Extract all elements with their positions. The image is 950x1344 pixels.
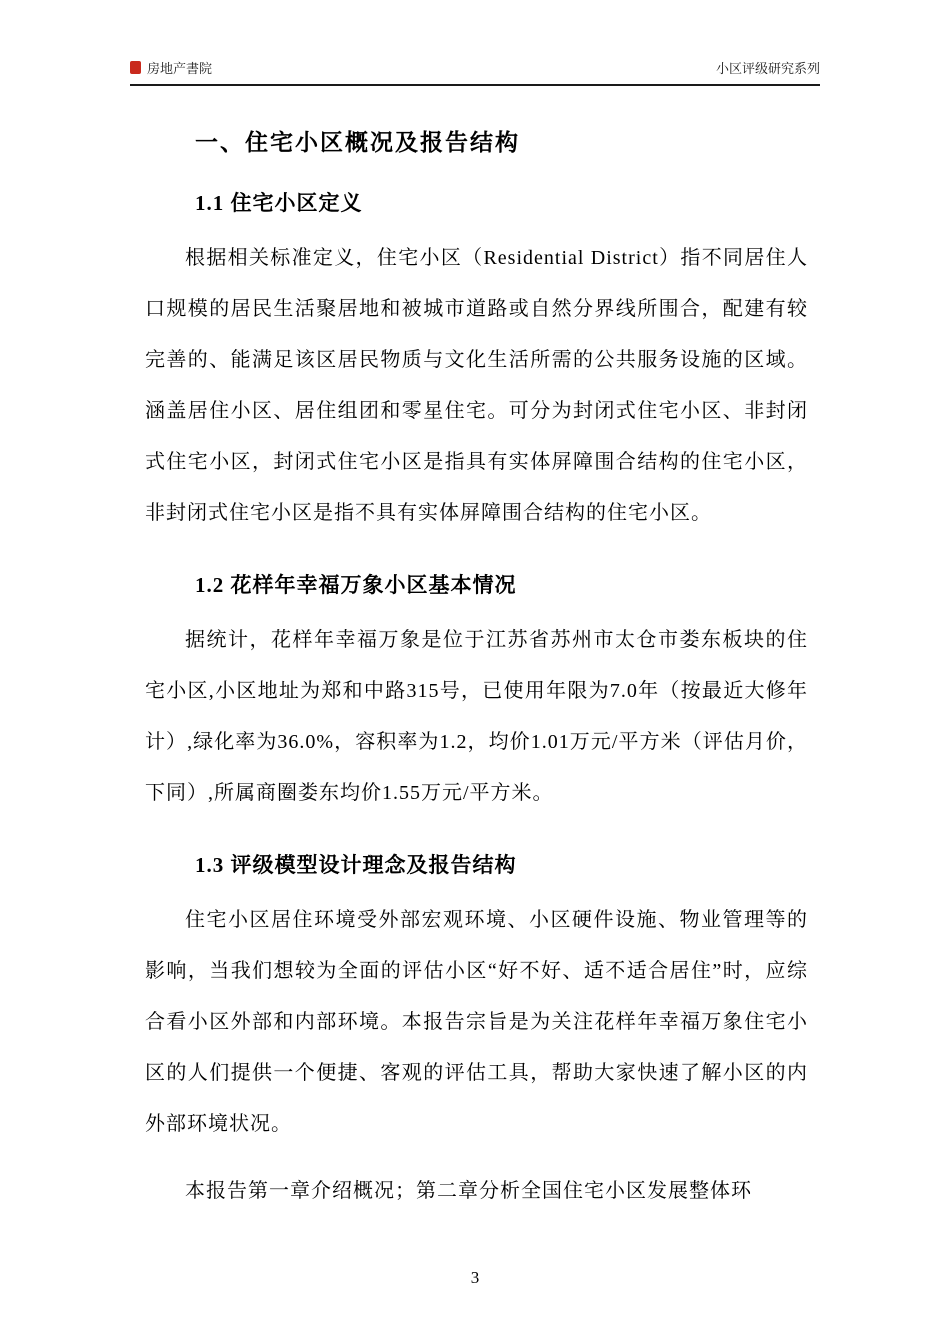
series-title: 小区评级研究系列 [715,61,820,76]
document-body [145,88,808,1217]
page-number: 3 [470,1268,480,1287]
page-footer [0,1268,950,1288]
page-header [130,58,820,86]
section-heading-1-2: 1.2 花样年幸福万象小区基本情况 [195,573,517,597]
chapter-title: 一、住宅小区概况及报告结构 [195,130,520,155]
header-left [130,58,212,77]
paragraph-basic-info: 据统计，花样年幸福万象是位于江苏省苏州市太仓市娄东板块的住宅小区,小区地址为郑和中路315号，已使用年限为7.0年（按最近大修年计）,绿化率为36.0%，容积率为1.2，均价1.01万元/平方米（评估月价，下同）,所属商圈娄东均价1.55万元/平方米。 [145,629,808,804]
publisher-logo-icon [130,61,141,74]
section-heading-1-1: 1.1 住宅小区定义 [195,191,363,215]
paragraph-model-concept: 住宅小区居住环境受外部宏观环境、小区硬件设施、物业管理等的影响，当我们想较为全面的评估小区“好不好、适不适合居住”时，应综合看小区外部和内部环境。本报告宗旨是为关注花样年幸福万象住宅小区的人们提供一个便捷、客观的评估工具，帮助大家快速了解小区的内外部环境状况。 [145,909,808,1135]
paragraph-definition: 根据相关标准定义，住宅小区（Residential District）指不同居住人口规模的居民生活聚居地和被城市道路或自然分界线所围合，配建有较完善的、能满足该区居民物质与文化生活所需的公共服务设施的区域。涵盖居住小区、居住组团和零星住宅。可分为封闭式住宅小区、非封闭式住宅小区，封闭式住宅小区是指具有实体屏障围合结构的住宅小区，非封闭式住宅小区是指不具有实体屏障围合结构的住宅小区。 [145,247,808,524]
section-heading-1-3: 1.3 评级模型设计理念及报告结构 [195,853,517,877]
publisher-name: 房地产書院 [147,61,213,76]
paragraph-report-structure: 本报告第一章介绍概况；第二章分析全国住宅小区发展整体环 [185,1180,752,1202]
